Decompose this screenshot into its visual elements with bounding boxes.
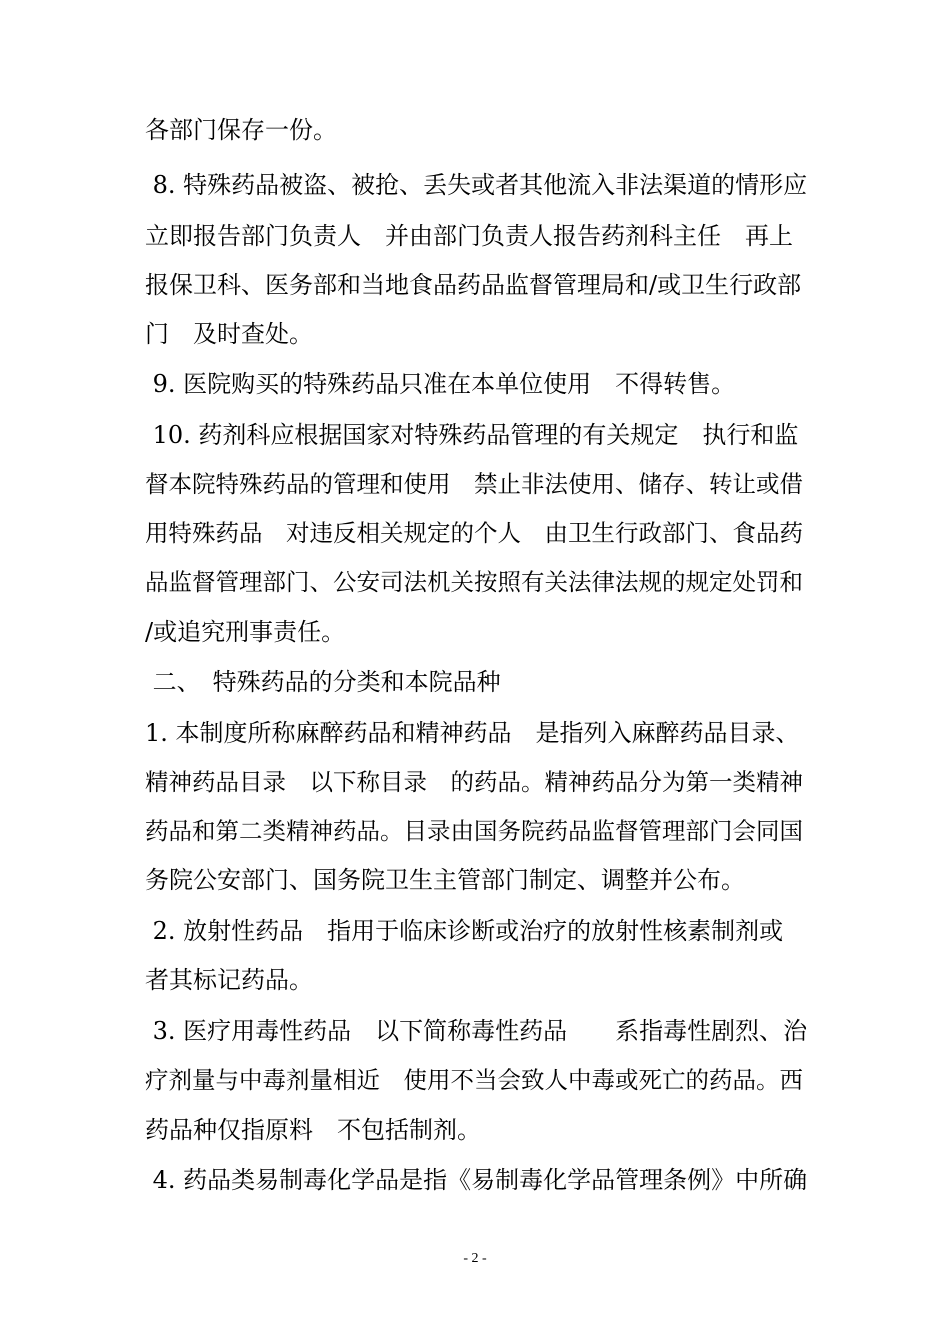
text-line: 各部门保存一份。 [145,116,337,144]
text-line: 2. 放射性药品 指用于临床诊断或治疗的放射性核素制剂或 [145,917,784,945]
text-line: 9. 医院购买的特殊药品只准在本单位使用 不得转售。 [145,370,736,398]
text-line: /或追究刑事责任。 [145,618,346,646]
text-line: 务院公安部门、国务院卫生主管部门制定、调整并公布。 [145,866,745,894]
text-line: 药品和第二类精神药品。目录由国务院药品监督管理部门会同国 [145,817,803,845]
text-line: 报保卫科、医务部和当地食品药品监督管理局和/或卫生行政部 [145,271,802,299]
text-line: 督本院特殊药品的管理和使用 禁止非法使用、储存、转让或借 [145,470,803,498]
text-line: 疗剂量与中毒剂量相近 使用不当会致人中毒或死亡的药品。西 [145,1066,803,1094]
page-number: - 2 - [463,1251,487,1266]
text-line: 者其标记药品。 [145,966,313,994]
text-line: 品监督管理部门、公安司法机关按照有关法律法规的规定处罚和 [145,568,803,596]
text-line: 4. 药品类易制毒化学品是指《易制毒化学品管理条例》中所确 [145,1166,808,1194]
text-line: 精神药品目录 以下称目录 的药品。精神药品分为第一类精神 [145,768,803,796]
text-line: 门 及时查处。 [145,320,313,348]
text-line: 3. 医疗用毒性药品 以下简称毒性药品 系指毒性剧烈、治 [145,1017,808,1045]
text-line: 8. 特殊药品被盗、被抢、丢失或者其他流入非法渠道的情形应 [145,171,808,199]
section-heading: 二、 特殊药品的分类和本院品种 [145,668,501,696]
text-line: 药品种仅指原料 不包括制剂。 [145,1116,481,1144]
text-line: 10. 药剂科应根据国家对特殊药品管理的有关规定 执行和监 [145,421,799,449]
text-line: 立即报告部门负责人 并由部门负责人报告药剂科主任 再上 [145,222,793,250]
text-line: 1. 本制度所称麻醉药品和精神药品 是指列入麻醉药品目录、 [145,719,800,747]
text-line: 用特殊药品 对违反相关规定的个人 由卫生行政部门、食品药 [145,519,803,547]
